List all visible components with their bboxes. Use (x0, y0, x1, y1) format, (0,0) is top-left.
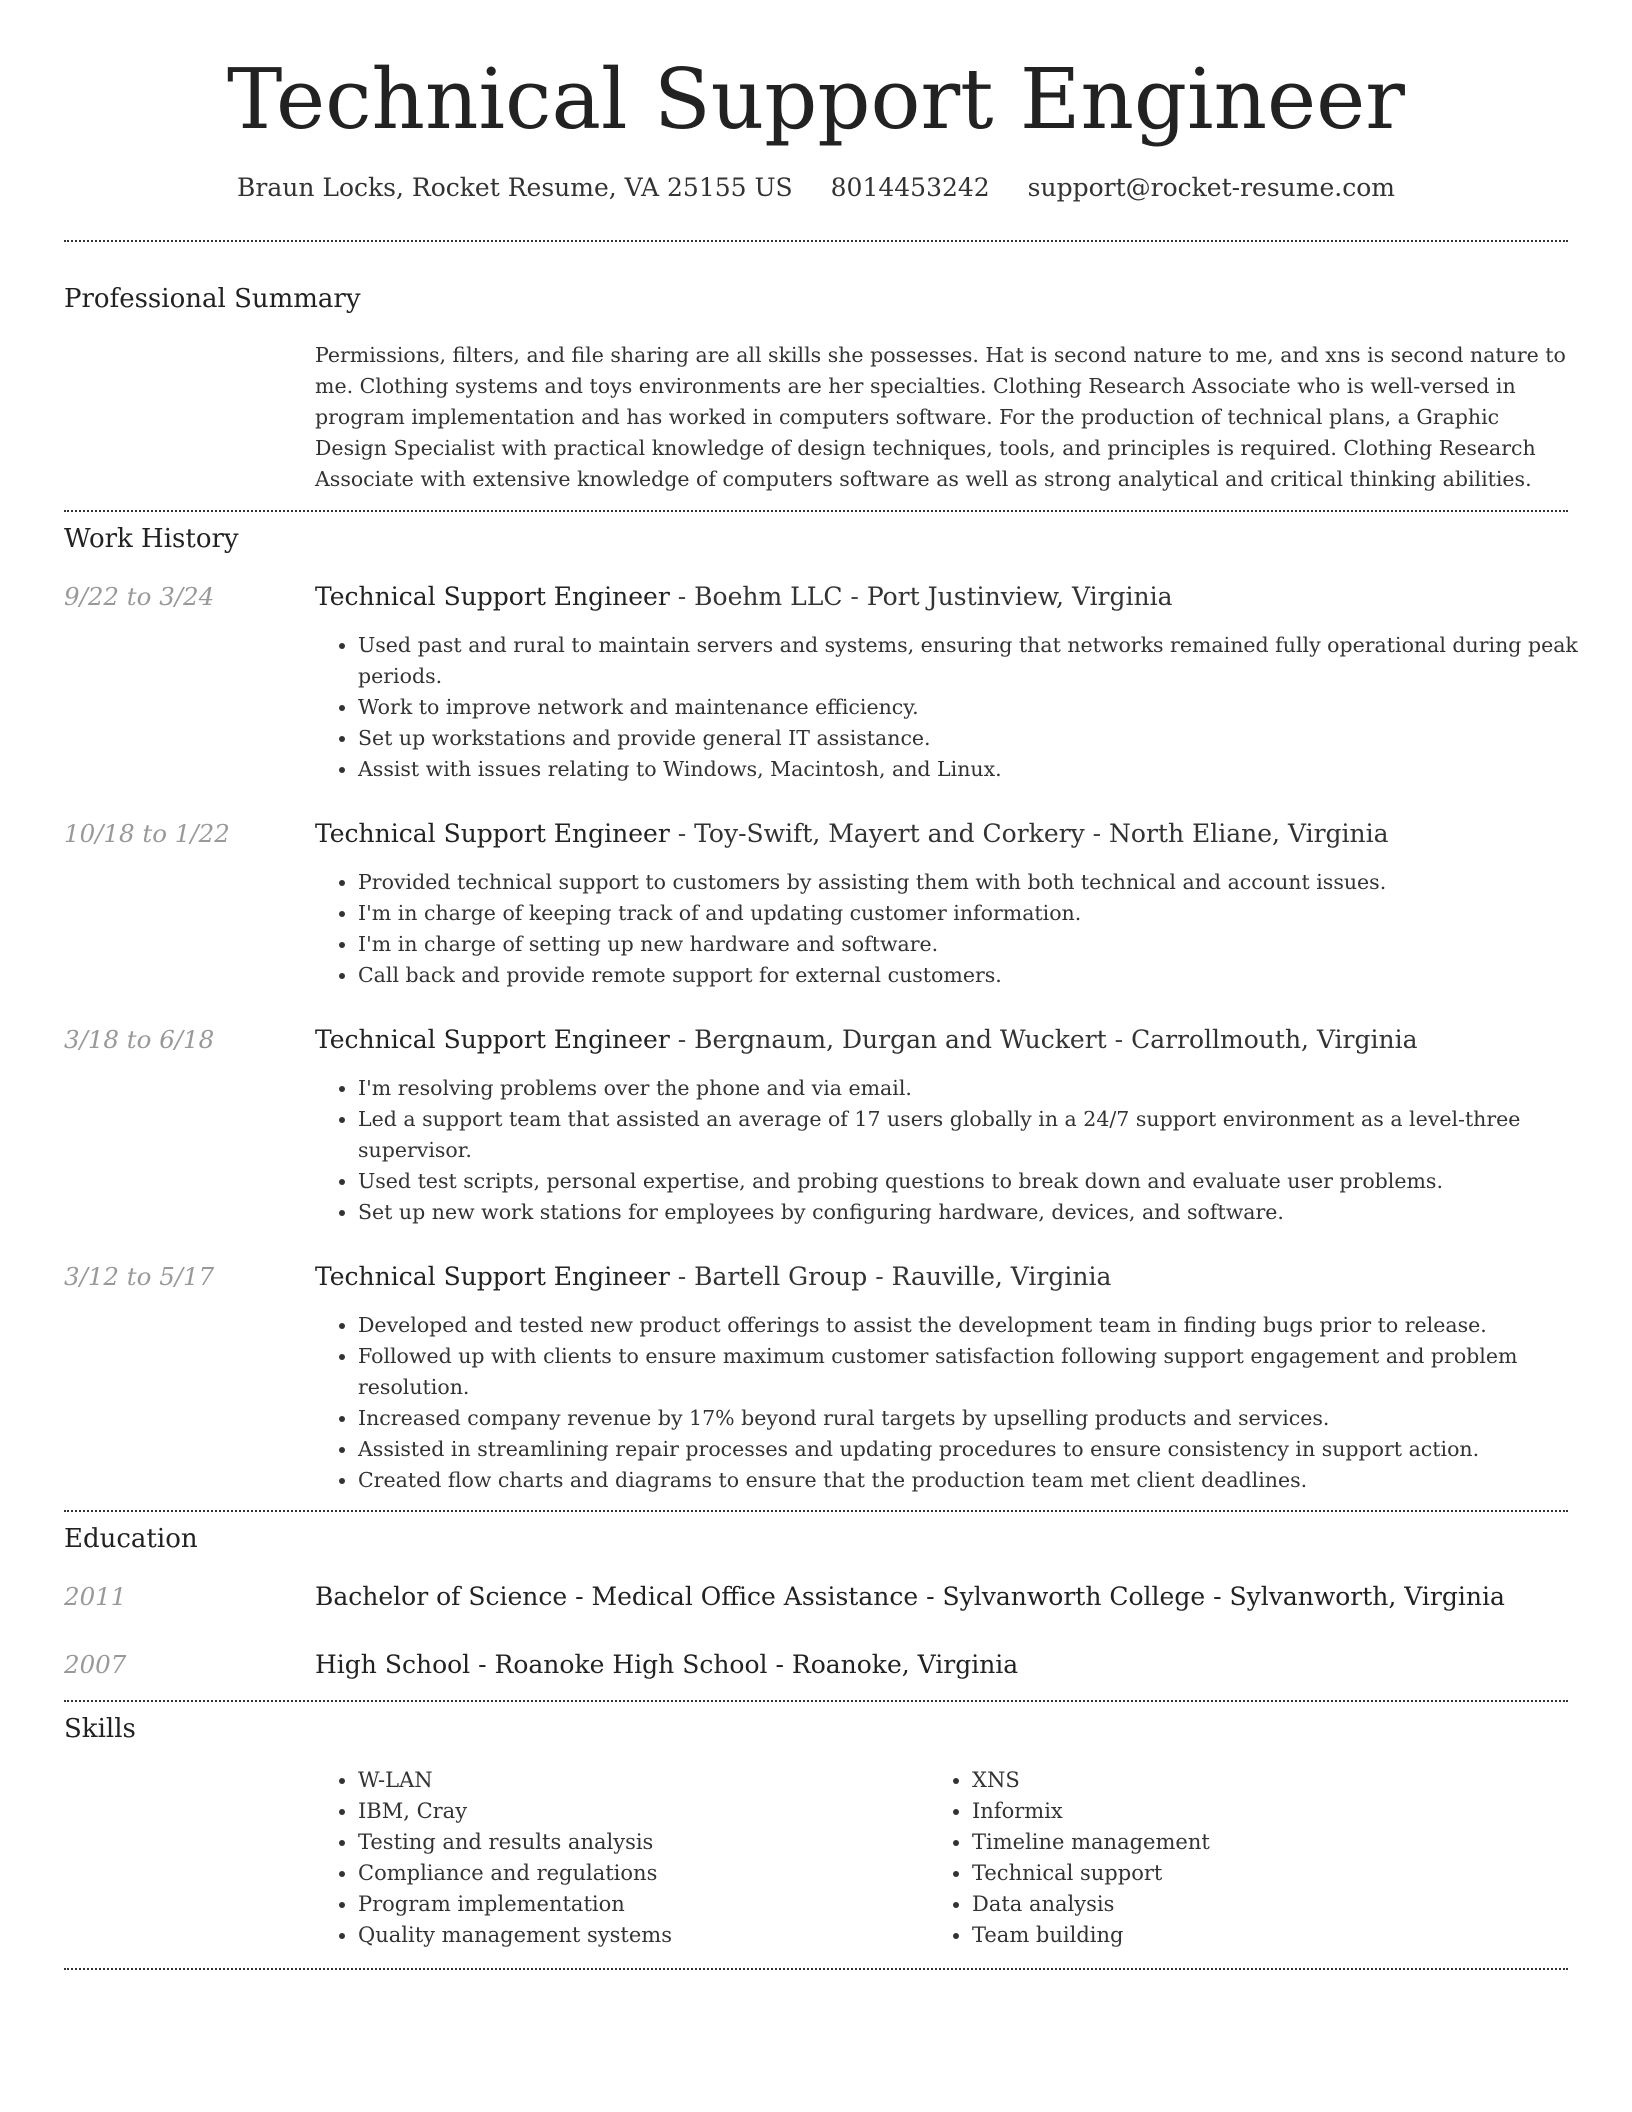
section-divider (64, 1968, 1568, 1970)
list-item: • Developed and tested new product offerings to assist the development team in finding bugs prior to release. (358, 1310, 1615, 1341)
job-location: Rauville, Virginia (891, 1262, 1112, 1291)
list-item: • Assist with issues relating to Windows, Macintosh, and Linux. (358, 754, 1615, 785)
skill-item: • Program implementation (358, 1889, 918, 1920)
job-dates: 3/18 to 6/18 (64, 1025, 215, 1054)
job-heading (315, 1260, 1111, 1294)
separator: - (470, 1650, 495, 1679)
education-year: 2011 (64, 1582, 127, 1611)
skill-item: • Data analysis (972, 1889, 1532, 1920)
candidate-name: Technical Support Engineer (227, 51, 1405, 148)
separator: - (1106, 1025, 1132, 1054)
skill-item: • Timeline management (972, 1827, 1532, 1858)
job-role: Technical Support Engineer (315, 1025, 670, 1054)
list-item: • Provided technical support to customers by assisting them with both technical and account issues. (358, 867, 1615, 898)
education-heading: Education (64, 1524, 198, 1554)
job-bullets (315, 1310, 1615, 1496)
separator: - (918, 1582, 943, 1611)
education-school: Roanoke High School (494, 1650, 768, 1679)
summary-text: Permissions, filters, and file sharing are all skills she possesses. Hat is second nature to me, and xns is second nature to me. Clothing systems and toys environments are her specialties. Clothing Research Associate who is well-versed in program implementation and has worked in computers software. For the production of technical plans, a Graphic Design Specialist with practical knowledge of design techniques, tools, and principles is required. Clothing Research Associate with extensive knowledge of computers software as well as strong analytical and critical thinking abilities. (315, 343, 1566, 491)
list-item: • Created flow charts and diagrams to ensure that the production team met client deadlines. (358, 1465, 1615, 1496)
separator: - (669, 1025, 695, 1054)
job-heading (315, 580, 1173, 614)
section-divider (64, 1700, 1568, 1702)
contact-email: support@rocket-resume.com (1027, 173, 1395, 202)
list-item: • I'm resolving problems over the phone and via email. (358, 1073, 1615, 1104)
contact-line (0, 170, 1632, 206)
education-degree: Bachelor of Science (315, 1582, 568, 1611)
separator: - (669, 1262, 695, 1291)
skills-list-right (929, 1765, 1532, 1951)
job-dates: 9/22 to 3/24 (64, 582, 215, 611)
separator: - (867, 1262, 892, 1291)
education-entry (315, 1648, 1018, 1682)
job-company: Bergnaum, Durgan and Wuckert (694, 1025, 1107, 1054)
list-item: • Used test scripts, personal expertise, and probing questions to break down and evaluate user problems. (358, 1166, 1615, 1197)
education-degree: High School (315, 1650, 471, 1679)
skill-item: • Quality management systems (358, 1920, 918, 1951)
job-company: Bartell Group (694, 1262, 868, 1291)
job-role: Technical Support Engineer (315, 1262, 670, 1291)
education-year: 2007 (64, 1650, 127, 1679)
list-item: • Followed up with clients to ensure maximum customer satisfaction following support engagement and problem resolution. (358, 1341, 1615, 1403)
job-dates: 3/12 to 5/17 (64, 1262, 215, 1291)
list-item: • Set up workstations and provide general IT assistance. (358, 723, 1615, 754)
list-item: • I'm in charge of keeping track of and updating customer information. (358, 898, 1615, 929)
job-bullets (315, 867, 1615, 991)
job-heading (315, 817, 1389, 851)
list-item: • Call back and provide remote support for external customers. (358, 960, 1615, 991)
education-entry (315, 1580, 1505, 1614)
separator: - (669, 582, 695, 611)
job-bullets (315, 1073, 1615, 1228)
list-item: • Assisted in streamlining repair processes and updating procedures to ensure consistency in support action. (358, 1434, 1615, 1465)
skill-item: • IBM, Cray (358, 1796, 918, 1827)
skill-item: • Compliance and regulations (358, 1858, 918, 1889)
education-field: Medical Office Assistance (591, 1582, 919, 1611)
job-role: Technical Support Engineer (315, 819, 670, 848)
section-divider (64, 240, 1568, 242)
job-company: Toy-Swift, Mayert and Corkery (694, 819, 1085, 848)
section-divider (64, 510, 1568, 512)
separator: - (1205, 1582, 1230, 1611)
work-history-heading: Work History (64, 524, 239, 554)
summary-heading: Professional Summary (64, 284, 361, 314)
separator: - (1084, 819, 1110, 848)
section-divider (64, 1510, 1568, 1512)
skills-list-left (315, 1765, 918, 1951)
separator: - (767, 1650, 792, 1679)
skill-item: • W-LAN (358, 1765, 918, 1796)
job-dates: 10/18 to 1/22 (64, 819, 230, 848)
list-item: • I'm in charge of setting up new hardware and software. (358, 929, 1615, 960)
job-role: Technical Support Engineer (315, 582, 670, 611)
list-item: • Work to improve network and maintenance efficiency. (358, 692, 1615, 723)
education-location: Sylvanworth, Virginia (1229, 1582, 1505, 1611)
skill-item: • XNS (972, 1765, 1532, 1796)
contact-phone: 8014453242 (830, 173, 990, 202)
job-bullets (315, 630, 1615, 785)
skills-heading: Skills (64, 1714, 136, 1744)
list-item: • Set up new work stations for employees by configuring hardware, devices, and software. (358, 1197, 1615, 1228)
separator: - (842, 582, 867, 611)
skill-item: • Technical support (972, 1858, 1532, 1889)
list-item: • Increased company revenue by 17% beyond rural targets by upselling products and services. (358, 1403, 1615, 1434)
education-location: Roanoke, Virginia (791, 1650, 1019, 1679)
education-school: Sylvanworth College (942, 1582, 1206, 1611)
job-heading (315, 1023, 1418, 1057)
skill-item: • Testing and results analysis (358, 1827, 918, 1858)
list-item: • Led a support team that assisted an average of 17 users globally in a 24/7 support environment as a level-three supervisor. (358, 1104, 1615, 1166)
skill-item: • Informix (972, 1796, 1532, 1827)
job-location: Carrollmouth, Virginia (1131, 1025, 1418, 1054)
separator: - (567, 1582, 592, 1611)
contact-address: Braun Locks, Rocket Resume, VA 25155 US (237, 173, 793, 202)
list-item: • Used past and rural to maintain servers and systems, ensuring that networks remained fully operational during peak periods. (358, 630, 1615, 692)
job-location: Port Justinview, Virginia (866, 582, 1173, 611)
job-company: Boehm LLC (694, 582, 843, 611)
skill-item: • Team building (972, 1920, 1532, 1951)
separator: - (669, 819, 695, 848)
job-location: North Eliane, Virginia (1109, 819, 1389, 848)
